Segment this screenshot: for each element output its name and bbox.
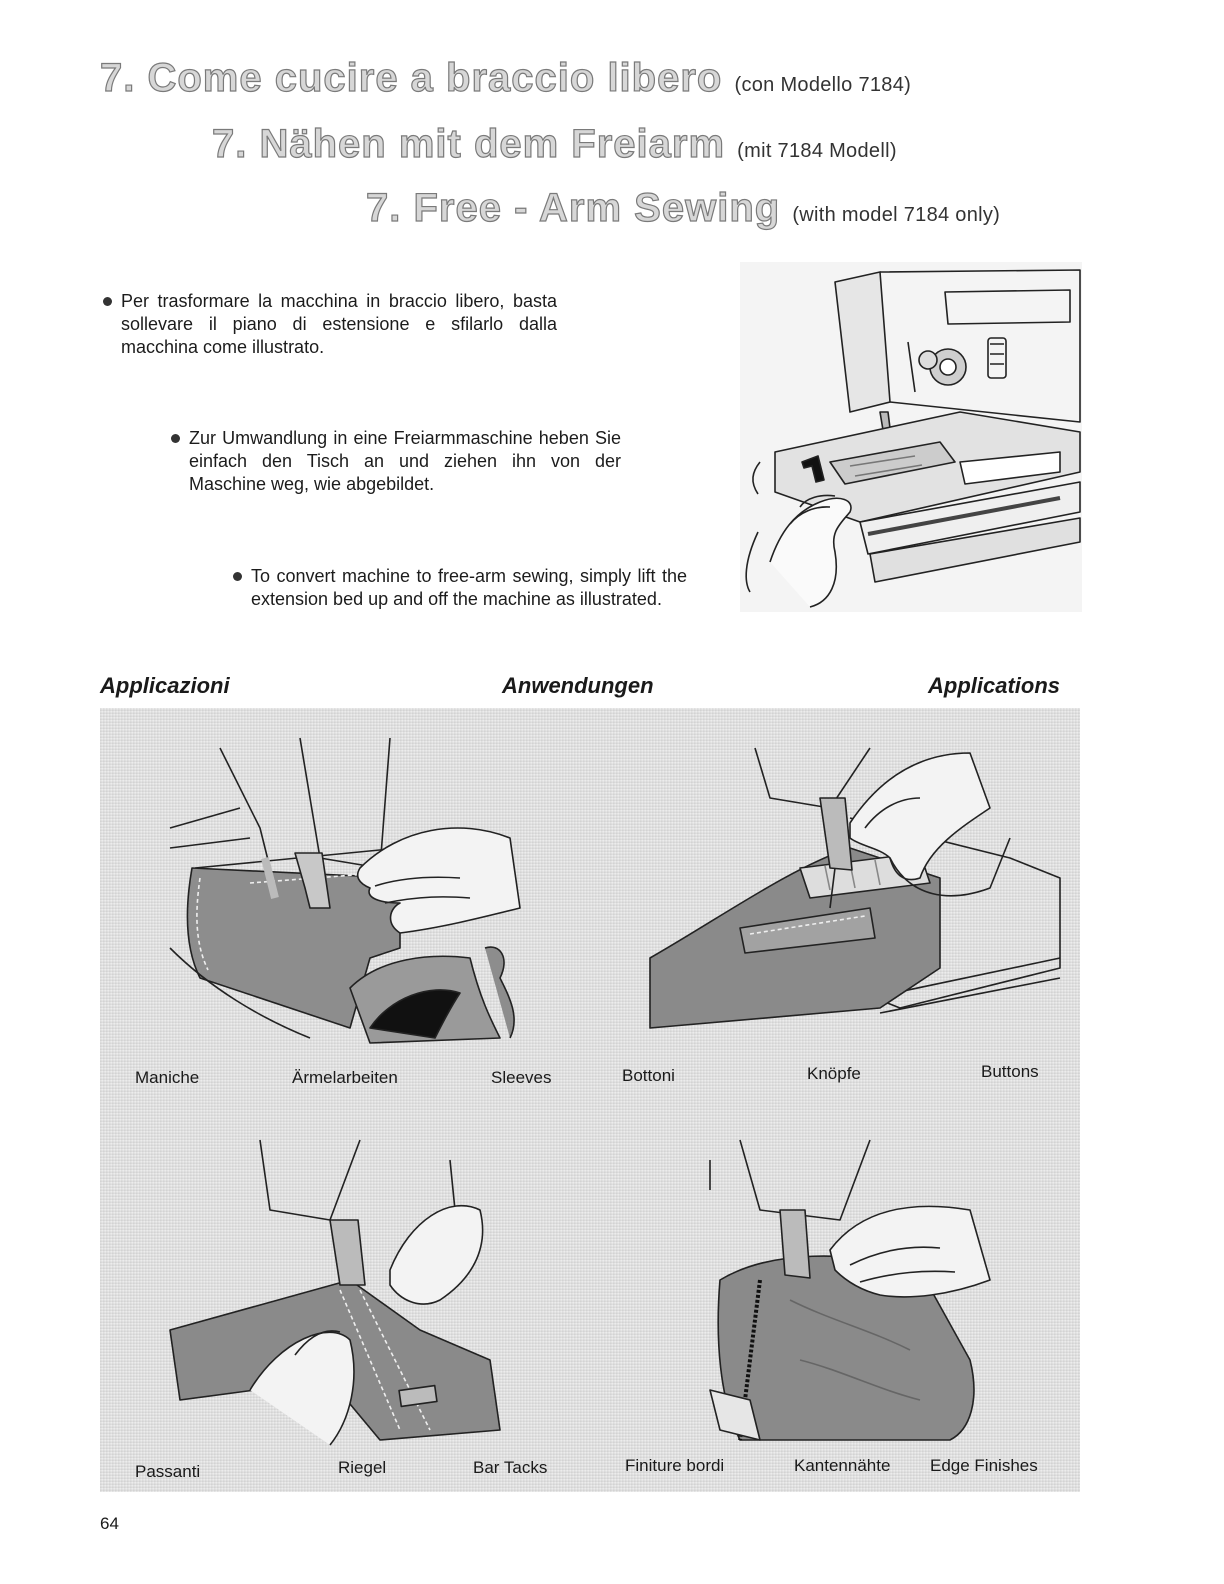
bullet-german	[189, 427, 621, 496]
bar-tacks-illustration	[100, 1100, 590, 1460]
panel-sleeves	[100, 708, 590, 1100]
caption-sleeves-de: Ärmelarbeiten	[292, 1068, 398, 1087]
section-head-italian: Applicazioni	[100, 673, 230, 698]
heading-english-note: (with model 7184 only)	[792, 204, 1001, 226]
caption-sleeves-en: Sleeves	[491, 1068, 552, 1087]
panel-edge-finishes	[590, 1100, 1080, 1492]
caption-bar-tacks-de: Riegel	[338, 1458, 387, 1477]
caption-buttons-en: Buttons	[981, 1062, 1039, 1081]
heading-german	[212, 122, 897, 167]
section-head-german: Anwendungen	[502, 673, 654, 698]
heading-english	[366, 186, 1000, 231]
heading-italian-title: 7. Come cucire a braccio libero	[100, 56, 723, 100]
page-number: 64	[100, 1514, 119, 1533]
bullet-dot	[103, 297, 112, 306]
caption-edge-finishes-it: Finiture bordi	[625, 1456, 725, 1475]
sleeves-illustration	[100, 708, 590, 1068]
bullet-english	[251, 565, 687, 611]
heading-english-title: 7. Free - Arm Sewing	[366, 186, 781, 230]
section-head-english: Applications	[928, 673, 1061, 698]
heading-italian-note: (con Modello 7184)	[734, 74, 912, 96]
caption-edge-finishes-de: Kantennähte	[794, 1456, 891, 1475]
caption-buttons-de: Knöpfe	[807, 1064, 861, 1083]
panel-buttons	[590, 708, 1080, 1100]
caption-bar-tacks-en: Bar Tacks	[473, 1458, 548, 1477]
edge-finishes-illustration	[590, 1100, 1080, 1460]
caption-bar-tacks-it: Passanti	[135, 1462, 201, 1481]
heading-italian	[100, 56, 911, 101]
caption-buttons-it: Bottoni	[622, 1066, 675, 1085]
bullet-german-text: Zur Umwandlung in eine Freiarmmaschine heben Sie einfach den Tisch an und ziehen ihn von der Maschine weg, wie abgebildet.	[189, 428, 621, 494]
buttons-illustration	[590, 708, 1080, 1068]
panel-bar-tacks	[100, 1100, 590, 1492]
heading-german-note: (mit 7184 Modell)	[737, 140, 897, 162]
bullet-english-text: To convert machine to free-arm sewing, simply lift the extension bed up and off the machine as illustrated.	[251, 566, 687, 609]
bullet-dot	[171, 434, 180, 443]
caption-edge-finishes-en: Edge Finishes	[930, 1456, 1038, 1475]
bullet-italian-text: Per trasformare la macchina in braccio libero, basta sollevare il piano di estensione e sfilarlo dalla macchina come illustrato.	[121, 291, 557, 357]
freearm-machine-illustration	[740, 262, 1082, 612]
caption-sleeves-it: Maniche	[135, 1068, 200, 1087]
bullet-italian	[121, 290, 557, 359]
bullet-dot	[233, 572, 242, 581]
applications-grid	[100, 708, 1080, 1492]
heading-german-title: 7. Nähen mit dem Freiarm	[212, 122, 726, 166]
